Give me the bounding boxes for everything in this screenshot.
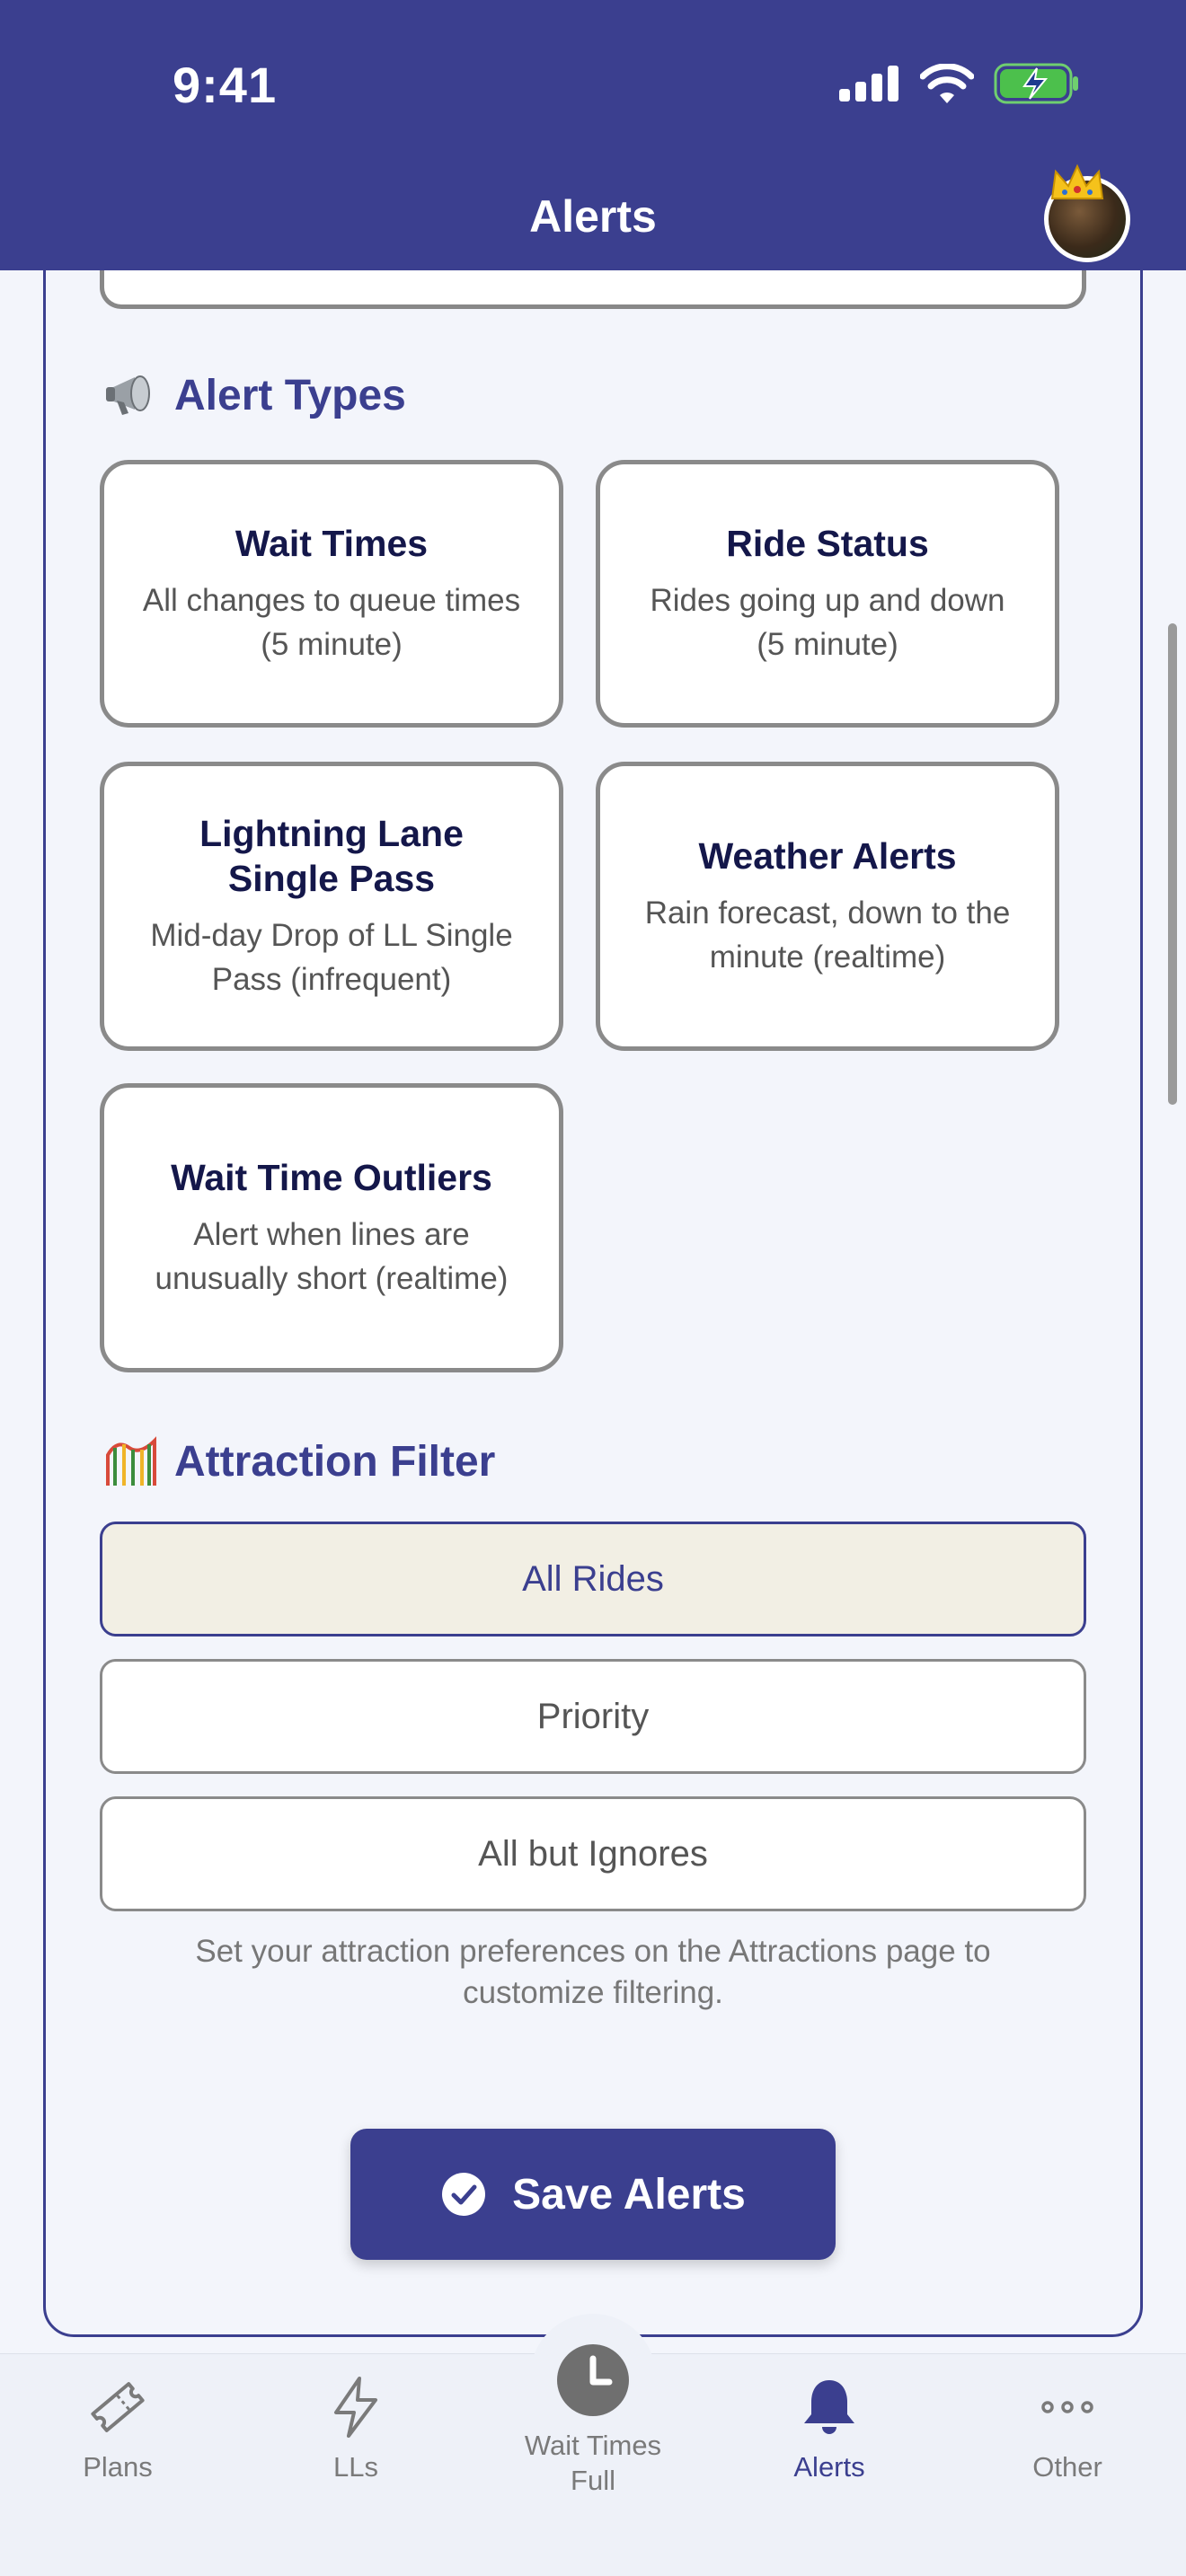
- filter-hint: Set your attraction preferences on the Attractions page to customize filtering.: [195, 1934, 991, 2010]
- tile-title: Lightning Lane Single Pass: [199, 812, 464, 899]
- alert-types-label: Alert Types: [174, 371, 406, 419]
- status-time: 9:41: [173, 57, 278, 113]
- save-alerts-label: Save Alerts: [512, 2170, 746, 2219]
- clock-icon: [555, 2342, 631, 2418]
- tab-label: Plans: [83, 2451, 153, 2483]
- alert-type-wait-times[interactable]: [100, 460, 563, 728]
- filter-priority[interactable]: Priority: [100, 1659, 1086, 1774]
- alert-type-lightning-lane[interactable]: [100, 762, 563, 1051]
- wifi-icon: [920, 64, 974, 103]
- tab-other[interactable]: [969, 2375, 1166, 2485]
- tab-alerts[interactable]: [730, 2375, 928, 2485]
- page-title: Alerts: [529, 191, 657, 242]
- tile-description: Rain forecast, down to the minute (realtime): [644, 895, 1011, 975]
- alert-type-weather[interactable]: [596, 762, 1059, 1051]
- crown-icon: [1049, 163, 1106, 204]
- tile-title: Weather Alerts: [698, 834, 957, 877]
- more-icon: [1035, 2375, 1100, 2439]
- alert-types-heading: [104, 370, 406, 420]
- filter-all-but-ignores[interactable]: All but Ignores: [100, 1796, 1086, 1911]
- signal-icon: [839, 66, 900, 101]
- tab-label: Wait Times Full: [524, 2430, 662, 2496]
- tile-title: Wait Times: [235, 522, 429, 564]
- tab-wait-times-full[interactable]: [494, 2342, 692, 2499]
- tab-label: Alerts: [793, 2451, 865, 2483]
- save-alerts-button[interactable]: [350, 2129, 836, 2260]
- check-circle-icon: [440, 2171, 487, 2218]
- tab-plans[interactable]: [19, 2375, 217, 2485]
- alert-type-outliers[interactable]: [100, 1083, 563, 1372]
- roller-coaster-icon: [104, 1435, 158, 1487]
- attraction-filter-heading: [104, 1435, 495, 1487]
- tab-label: LLs: [333, 2451, 378, 2483]
- tile-title: Ride Status: [726, 522, 929, 564]
- tile-description: Mid-day Drop of LL Single Pass (infrequent): [150, 918, 513, 998]
- megaphone-icon: [104, 370, 158, 420]
- battery-charging-icon: [994, 63, 1080, 104]
- filter-all-rides[interactable]: All Rides: [100, 1522, 1086, 1636]
- ticket-icon: [85, 2375, 150, 2439]
- app-header: [0, 0, 1186, 270]
- tab-label: Other: [1032, 2451, 1102, 2483]
- tile-title: Wait Time Outliers: [171, 1156, 492, 1198]
- tile-description: Rides going up and down (5 minute): [650, 583, 1005, 662]
- tile-description: Alert when lines are unusually short (realtime): [155, 1217, 509, 1296]
- bell-icon: [797, 2375, 862, 2439]
- status-icons: [839, 63, 1080, 104]
- scrollbar[interactable]: [1168, 623, 1177, 1105]
- alert-type-ride-status[interactable]: [596, 460, 1059, 728]
- attraction-filter-label: Attraction Filter: [174, 1437, 496, 1486]
- tile-description: All changes to queue times (5 minute): [142, 583, 521, 662]
- lightning-icon: [323, 2375, 388, 2439]
- tab-lls[interactable]: [257, 2375, 455, 2485]
- avatar[interactable]: [1044, 176, 1130, 262]
